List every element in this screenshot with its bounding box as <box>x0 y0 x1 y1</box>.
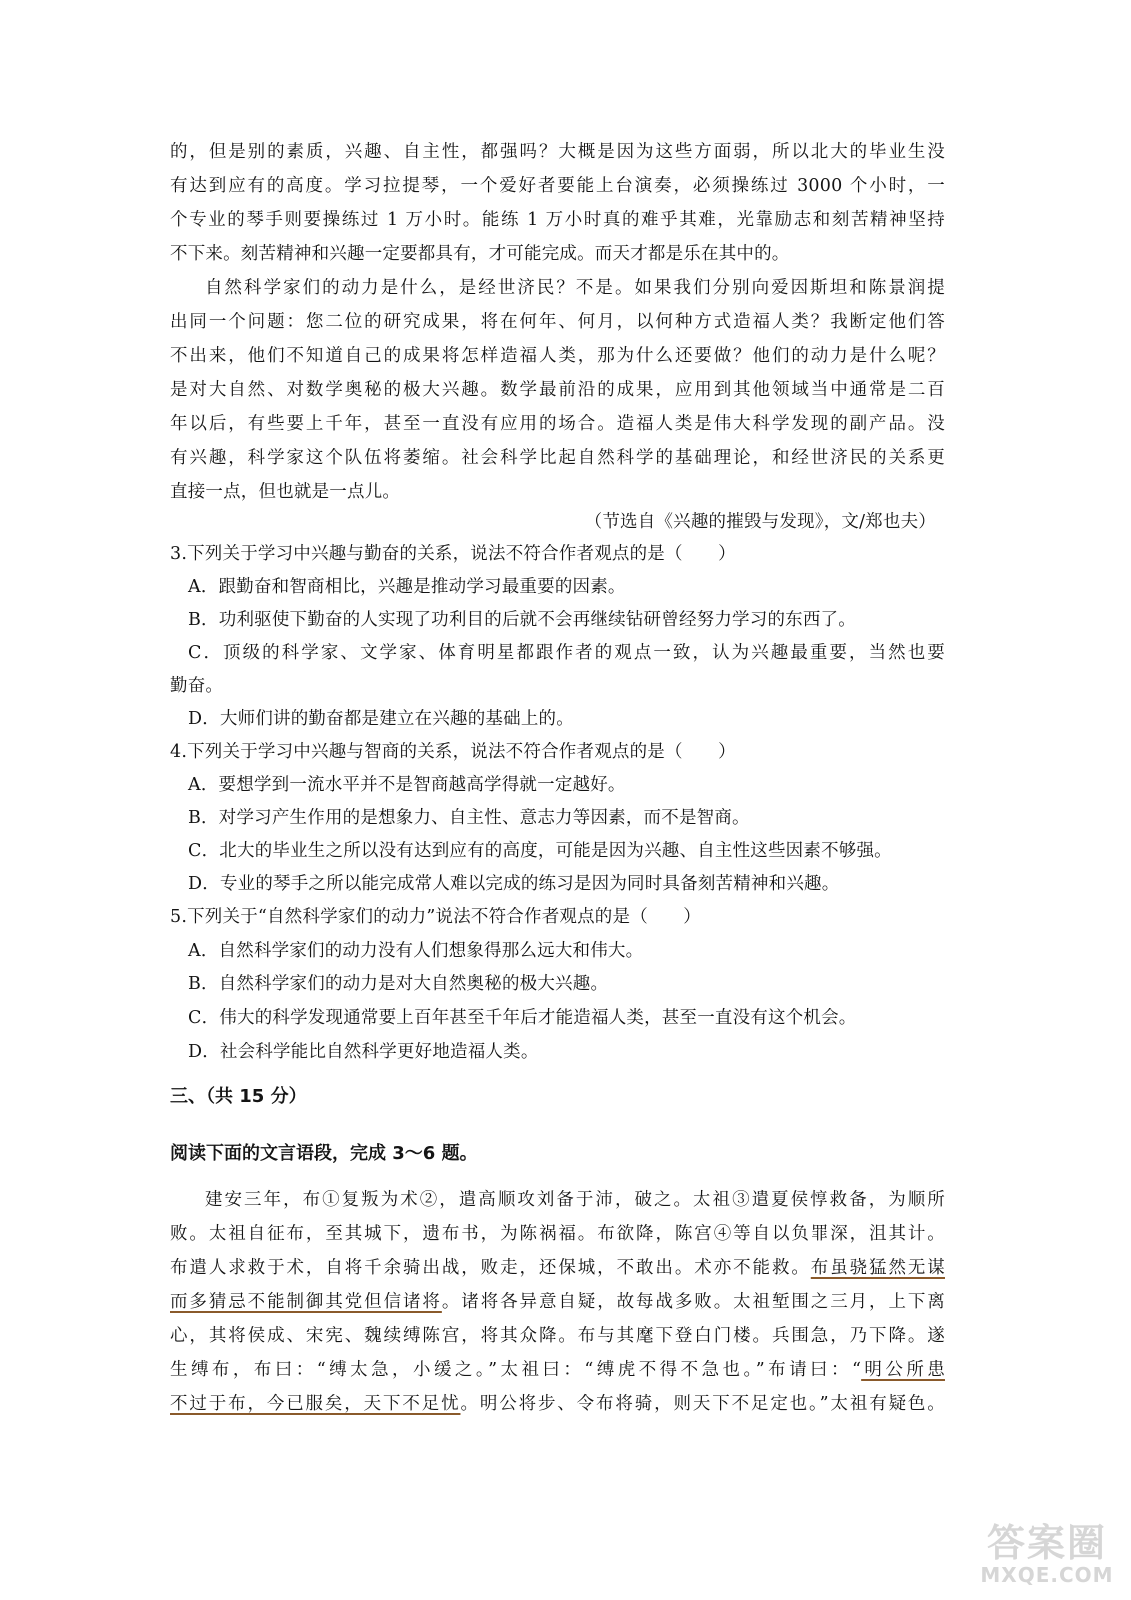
question-option-continuation: 勤奋。 <box>170 676 224 696</box>
question-stem: 3.下列关于学习中兴趣与勤奋的关系，说法不符合作者观点的是（ ） <box>170 544 736 564</box>
question-option: D．专业的琴手之所以能完成常人难以完成的练习是因为同时具备刻苦精神和兴趣。 <box>188 874 840 894</box>
section-instruction: 阅读下面的文言语段，完成 3～6 题。 <box>170 1143 478 1164</box>
question-option: C．北大的毕业生之所以没有达到应有的高度，可能是因为兴趣、自主性这些因素不够强。 <box>188 841 892 861</box>
classical-line <box>170 1257 945 1279</box>
passage-line: 有达到应有的高度。学习拉提琴，一个爱好者要能上台演奏，必须操练过 3000 个小时，一 <box>170 176 945 196</box>
passage-line: 不出来，他们不知道自己的成果将怎样造福人类，那为什么还要做？他们的动力是什么呢？ <box>170 346 945 366</box>
question-option: D．社会科学能比自然科学更好地造福人类。 <box>188 1042 539 1062</box>
underlined-sentence: 而多猜忌不能制御其党但信诸将 <box>170 1292 442 1312</box>
question-option: A．自然科学家们的动力没有人们想象得那么远大和伟大。 <box>188 941 644 961</box>
question-option: A．要想学到一流水平并不是智商越高学得就一定越好。 <box>188 775 626 795</box>
classical-line <box>170 1359 945 1381</box>
passage-line: 个专业的琴手则要操练过 1 万小时。能练 1 万小时真的难乎其难，光靠励志和刻苦精神坚持 <box>170 210 945 230</box>
section-heading: 三、（共 15 分） <box>170 1086 307 1107</box>
underlined-sentence: 明公所患 <box>861 1360 945 1380</box>
question-option: B．对学习产生作用的是想象力、自主性、意志力等因素，而不是智商。 <box>188 808 750 828</box>
classical-text: 生缚布，布曰：“缚太急，小缓之。”太祖曰：“缚虎不得不急也。”布请曰：“ <box>170 1360 862 1380</box>
question-option: C．顶级的科学家、文学家、体育明星都跟作者的观点一致，认为兴趣最重要，当然也要 <box>188 643 945 663</box>
question-option: B．自然科学家们的动力是对大自然奥秘的极大兴趣。 <box>188 974 609 994</box>
classical-line: 心，其将侯成、宋宪、魏续缚陈宫，将其众降。布与其麾下登白门楼。兵围急，乃下降。遂 <box>170 1326 945 1346</box>
watermark-logo <box>977 1522 1117 1588</box>
underlined-sentence: 不过于布，今已服矣，天下不足忧 <box>170 1394 461 1414</box>
classical-text: 布遣人求救于术，自将千余骑出战，败走，还保城，不敢出。术亦不能救。 <box>170 1258 811 1278</box>
passage-line: 是对大自然、对数学奥秘的极大兴趣。数学最前沿的成果，应用到其他领域当中通常是二百 <box>170 380 945 400</box>
source-citation: （节选自《兴趣的摧毁与发现》，文/郑也夫） <box>584 512 936 532</box>
classical-line <box>170 1393 945 1415</box>
question-stem: 5.下列关于“自然科学家们的动力”说法不符合作者观点的是（ ） <box>170 907 701 927</box>
underlined-sentence: 布虽骁猛然无谋 <box>810 1258 945 1278</box>
passage-line: 不下来。刻苦精神和兴趣一定要都具有，才可能完成。而天才都是乐在其中的。 <box>170 244 790 264</box>
question-option: D．大师们讲的勤奋都是建立在兴趣的基础上的。 <box>188 709 574 729</box>
watermark-title: 答案圈 <box>986 1521 1107 1565</box>
classical-line: 败。太祖自征布，至其城下，遗布书，为陈祸福。布欲降，陈宫④等自以负罪深，沮其计。 <box>170 1224 945 1244</box>
watermark-url: MXQE.COM <box>980 1563 1114 1587</box>
passage-line: 年以后，有些要上千年，甚至一直没有应用的场合。造福人类是伟大科学发现的副产品。没 <box>170 414 945 434</box>
question-option: A．跟勤奋和智商相比，兴趣是推动学习最重要的因素。 <box>188 577 626 597</box>
classical-line <box>170 1291 945 1313</box>
question-option: B．功利驱使下勤奋的人实现了功利目的后就不会再继续钻研曾经努力学习的东西了。 <box>188 610 856 630</box>
classical-text: 。诸将各异意自疑，故每战多败。太祖堑围之三月，上下离 <box>441 1292 945 1312</box>
passage-line: 有兴趣，科学家这个队伍将萎缩。社会科学比起自然科学的基础理论，和经世济民的关系更 <box>170 448 945 468</box>
classical-line: 建安三年，布①复叛为术②，遣高顺攻刘备于沛，破之。太祖③遣夏侯惇救备，为顺所 <box>205 1190 945 1210</box>
question-stem: 4.下列关于学习中兴趣与智商的关系，说法不符合作者观点的是（ ） <box>170 742 736 762</box>
question-option: C．伟大的科学发现通常要上百年甚至千年后才能造福人类，甚至一直没有这个机会。 <box>188 1008 857 1028</box>
classical-text: 。明公将步、令布将骑，则天下不足定也。”太祖有疑色。 <box>460 1394 946 1414</box>
passage-line: 出同一个问题：您二位的研究成果，将在何年、何月，以何种方式造福人类？我断定他们答 <box>170 312 945 332</box>
passage-line: 自然科学家们的动力是什么，是经世济民？不是。如果我们分别向爱因斯坦和陈景润提 <box>205 278 945 298</box>
passage-line: 直接一点，但也就是一点儿。 <box>170 482 401 502</box>
passage-line: 的，但是别的素质，兴趣、自主性，都强吗？大概是因为这些方面弱，所以北大的毕业生没 <box>170 142 945 162</box>
